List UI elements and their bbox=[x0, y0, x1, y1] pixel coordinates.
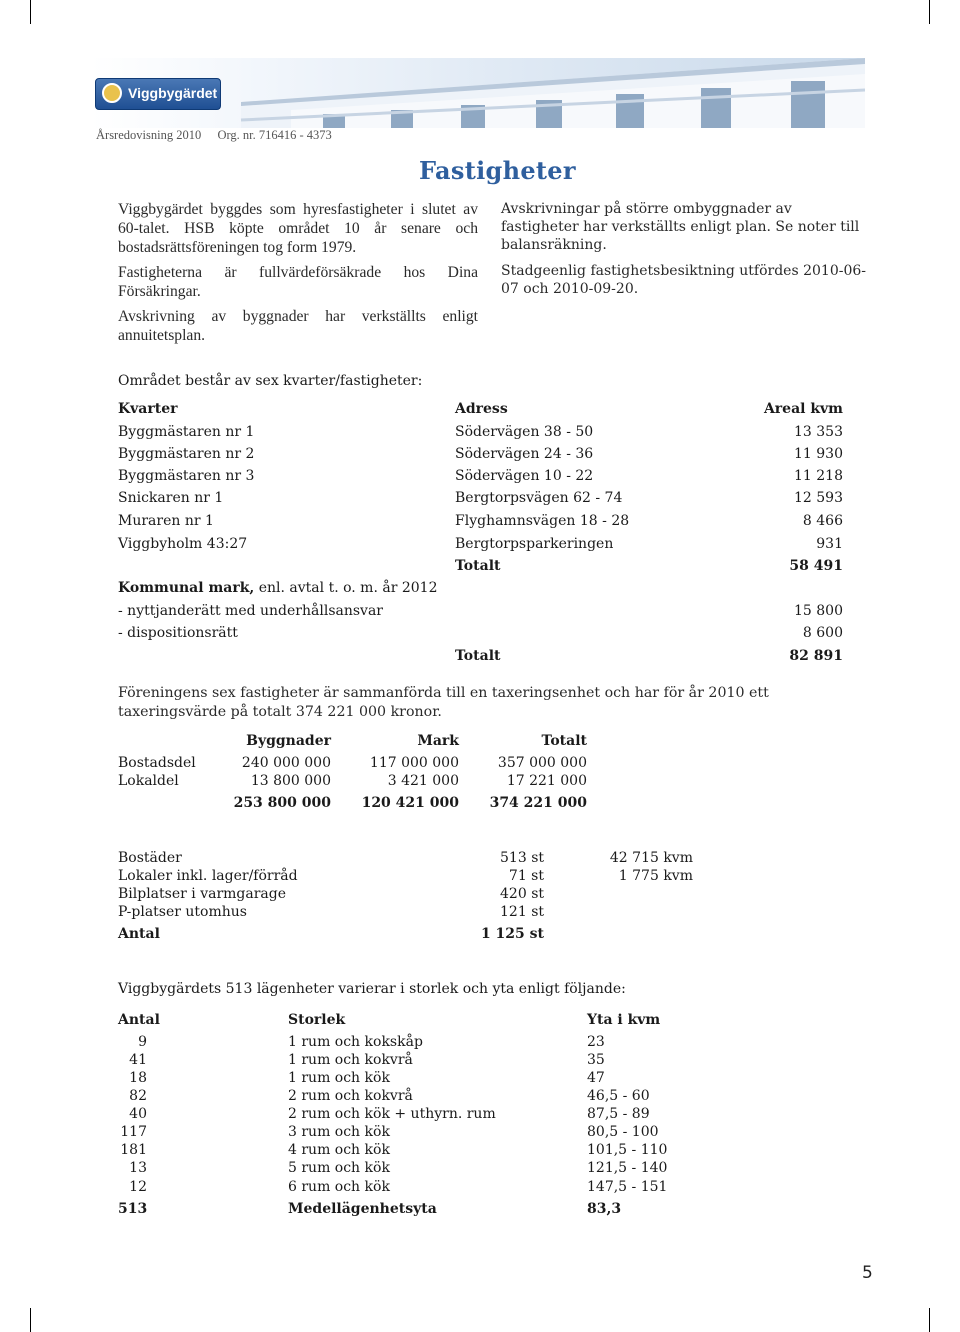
tax-total: 120 421 000 bbox=[361, 795, 459, 811]
storlek-cell: 1 rum och kokskåp bbox=[288, 1034, 423, 1050]
kvarter-cell: Byggmästaren nr 2 bbox=[118, 446, 255, 462]
crop-mark bbox=[30, 1308, 31, 1332]
antal-cell: 82 bbox=[129, 1088, 147, 1104]
total-label: Totalt bbox=[455, 648, 501, 664]
areal-cell: 931 bbox=[816, 536, 843, 552]
subtotal-label: Totalt bbox=[455, 558, 501, 574]
storlek-cell: 2 rum och kokvrå bbox=[288, 1088, 413, 1104]
kvarter-cell: Byggmästaren nr 1 bbox=[118, 424, 255, 440]
intro-left-column bbox=[118, 200, 478, 345]
areal-cell: 13 353 bbox=[794, 424, 843, 440]
byggnader-header: Byggnader bbox=[246, 733, 331, 749]
subtotal-value: 58 491 bbox=[789, 558, 843, 574]
tax-cell: 13 800 000 bbox=[250, 773, 331, 789]
kommunal-row-value: 15 800 bbox=[794, 603, 843, 619]
crop-mark bbox=[30, 0, 31, 24]
yta-cell: 80,5 - 100 bbox=[587, 1124, 659, 1140]
intro-paragraph: Stadgeenlig fastighetsbesiktning utfördes 2010-06-07 och 2010-09-20. bbox=[501, 263, 867, 297]
unit-count: 420 st bbox=[500, 886, 544, 902]
antal-cell: 41 bbox=[129, 1052, 147, 1068]
areal-header: Areal kvm bbox=[763, 401, 843, 417]
report-meta bbox=[96, 128, 332, 143]
unit-count: 121 st bbox=[500, 904, 544, 920]
kvarter-header: Kvarter bbox=[118, 401, 178, 417]
kvarter-cell: Viggbyholm 43:27 bbox=[118, 536, 248, 552]
storlek-header: Storlek bbox=[288, 1012, 346, 1028]
yta-cell: 23 bbox=[587, 1034, 605, 1050]
antal-cell: 9 bbox=[138, 1034, 147, 1050]
intro-right-column bbox=[501, 200, 866, 298]
apartments-total-count: 513 bbox=[118, 1201, 148, 1217]
tax-cell: 17 221 000 bbox=[506, 773, 587, 789]
kommunal-row-value: 8 600 bbox=[802, 625, 843, 641]
antal-cell: 117 bbox=[120, 1124, 147, 1140]
report-year: Årsredovisning 2010 bbox=[96, 128, 202, 142]
kvarter-cell: Snickaren nr 1 bbox=[118, 490, 224, 506]
kommunal-row-label: - dispositionsrätt bbox=[118, 625, 238, 641]
adress-cell: Södervägen 24 - 36 bbox=[455, 446, 594, 462]
viggbygardet-logo bbox=[95, 78, 221, 110]
total-value: 82 891 bbox=[789, 648, 843, 664]
storlek-cell: 1 rum och kök bbox=[288, 1070, 390, 1086]
tax-total: 374 221 000 bbox=[489, 795, 587, 811]
yta-header: Yta i kvm bbox=[587, 1012, 661, 1028]
kommunal-mark-rest: enl. avtal t. o. m. år 2012 bbox=[254, 580, 438, 596]
unit-area: 42 715 kvm bbox=[609, 850, 693, 866]
unit-label: Bostäder bbox=[118, 850, 182, 866]
totalt-header: Totalt bbox=[541, 733, 587, 749]
adress-cell: Bergtorpsparkeringen bbox=[455, 536, 614, 552]
page-number: 5 bbox=[862, 1263, 873, 1283]
header-banner bbox=[91, 58, 865, 128]
adress-cell: Bergtorpsvägen 62 - 74 bbox=[455, 490, 623, 506]
areal-cell: 11 218 bbox=[794, 468, 843, 484]
unit-label: Lokaler inkl. lager/förråd bbox=[118, 868, 298, 884]
crop-mark bbox=[929, 1308, 930, 1332]
tax-cell: 240 000 000 bbox=[241, 755, 331, 771]
tax-cell: 357 000 000 bbox=[497, 755, 587, 771]
yta-cell: 35 bbox=[587, 1052, 605, 1068]
unit-area: 1 775 kvm bbox=[618, 868, 693, 884]
antal-cell: 181 bbox=[120, 1142, 147, 1158]
yta-cell: 101,5 - 110 bbox=[587, 1142, 668, 1158]
kommunal-row-label: - nyttjanderätt med underhållsansvar bbox=[118, 603, 383, 619]
tax-cell: 117 000 000 bbox=[369, 755, 459, 771]
yta-cell: 147,5 - 151 bbox=[587, 1179, 668, 1195]
tax-row-label: Bostadsdel bbox=[118, 755, 196, 771]
antal-header: Antal bbox=[118, 1012, 160, 1028]
kommunal-mark-heading bbox=[118, 580, 437, 596]
adress-cell: Flyghamnsvägen 18 - 28 bbox=[455, 513, 630, 529]
adress-header: Adress bbox=[455, 401, 508, 417]
tax-cell: 3 421 000 bbox=[387, 773, 459, 789]
page-title: Fastigheter bbox=[419, 156, 576, 185]
yta-cell: 47 bbox=[587, 1070, 605, 1086]
tax-row-label: Lokaldel bbox=[118, 773, 179, 789]
unit-label: P-platser utomhus bbox=[118, 904, 247, 920]
antal-cell: 18 bbox=[129, 1070, 147, 1086]
antal-cell: 12 bbox=[129, 1179, 147, 1195]
logo-text: Viggbygärdet bbox=[128, 85, 218, 101]
unit-count: 71 st bbox=[508, 868, 544, 884]
unit-label: Bilplatser i varmgarage bbox=[118, 886, 287, 902]
intro-paragraph: Avskrivningar på större ombyggnader av fastigheter har verkställts enligt plan. Se noter till balansräkning. bbox=[501, 201, 860, 253]
antal-cell: 40 bbox=[129, 1106, 147, 1122]
storlek-cell: 6 rum och kök bbox=[288, 1179, 390, 1195]
unit-count: 513 st bbox=[500, 850, 544, 866]
adress-cell: Södervägen 10 - 22 bbox=[455, 468, 594, 484]
yta-cell: 87,5 - 89 bbox=[587, 1106, 650, 1122]
storlek-cell: 4 rum och kök bbox=[288, 1142, 390, 1158]
apartments-intro: Viggbygärdets 513 lägenheter varierar i storlek och yta enligt följande: bbox=[118, 981, 626, 997]
intro-paragraph: Avskrivning av byggnader har verkställts enligt annuitetsplan. bbox=[118, 308, 478, 344]
area-intro: Området består av sex kvarter/fastigheter: bbox=[118, 373, 423, 389]
intro-paragraph: Fastigheterna är fullvärdeförsäkrade hos Dina Försäkringar. bbox=[118, 264, 478, 300]
tax-total: 253 800 000 bbox=[233, 795, 331, 811]
yta-cell: 46,5 - 60 bbox=[587, 1088, 650, 1104]
areal-cell: 12 593 bbox=[794, 490, 843, 506]
storlek-cell: 2 rum och kök + uthyrn. rum bbox=[288, 1106, 496, 1122]
storlek-cell: 5 rum och kök bbox=[288, 1160, 390, 1176]
yta-cell: 121,5 - 140 bbox=[587, 1160, 668, 1176]
storlek-cell: 3 rum och kök bbox=[288, 1124, 390, 1140]
storlek-cell: 1 rum och kokvrå bbox=[288, 1052, 413, 1068]
areal-cell: 8 466 bbox=[802, 513, 843, 529]
kvarter-cell: Muraren nr 1 bbox=[118, 513, 214, 529]
mark-header: Mark bbox=[417, 733, 459, 749]
org-number: Org. nr. 716416 - 4373 bbox=[217, 128, 332, 142]
kvarter-cell: Byggmästaren nr 3 bbox=[118, 468, 255, 484]
areal-cell: 11 930 bbox=[794, 446, 843, 462]
units-total-value: 1 125 st bbox=[480, 926, 544, 942]
emblem-icon bbox=[102, 83, 122, 103]
units-total-label: Antal bbox=[118, 926, 160, 942]
antal-cell: 13 bbox=[129, 1160, 147, 1176]
kommunal-mark-bold: Kommunal mark, bbox=[118, 580, 255, 596]
apartments-total-area: 83,3 bbox=[587, 1201, 622, 1217]
intro-paragraph: Viggbygärdet byggdes som hyresfastigheter i slutet av 60-talet. HSB köpte området 10 år senare och bostadsrättsföreningen tog form 1979. bbox=[118, 201, 478, 256]
tax-paragraph: Föreningens sex fastigheter är sammanförda till en taxeringsenhet och har för år 2010 ett taxeringsvärde på totalt 374 221 000 kronor. bbox=[118, 685, 769, 720]
adress-cell: Södervägen 38 - 50 bbox=[455, 424, 594, 440]
crop-mark bbox=[929, 0, 930, 24]
apartments-total-label: Medellägenhetsyta bbox=[288, 1201, 437, 1217]
